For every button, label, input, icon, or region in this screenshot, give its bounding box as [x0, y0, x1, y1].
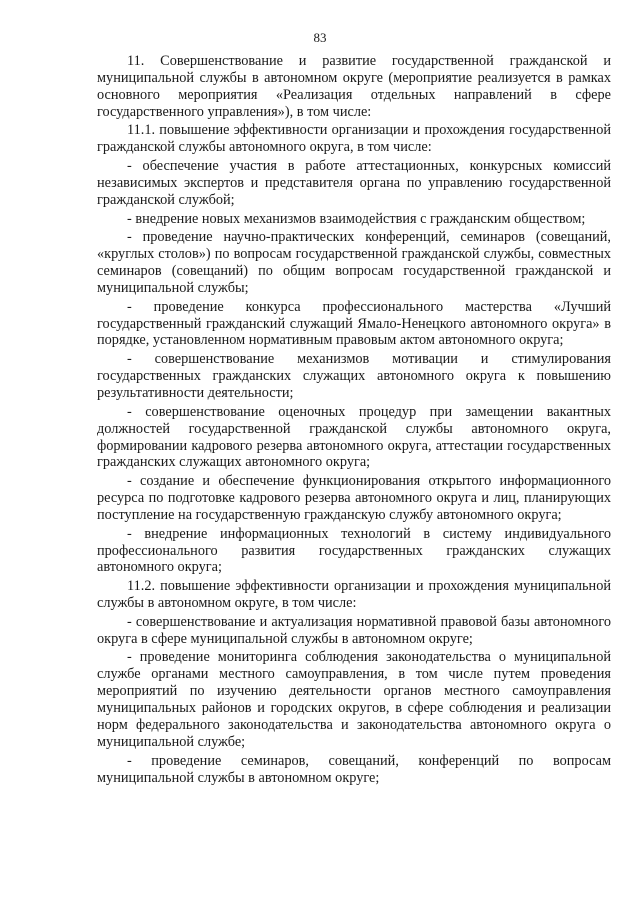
document-body — [97, 53, 611, 788]
paragraph-subsection-11-1: 11.1. повышение эффективности организации и прохождения государственной гражданской службы автономного округа, в том числе: — [97, 122, 611, 156]
list-item: - внедрение новых механизмов взаимодействия с гражданским обществом; — [127, 210, 586, 227]
list-item: - внедрение информационных технологий в систему индивидуального профессионального развития государственных гражданских служащих автономного округа; — [97, 525, 611, 576]
list-item: - совершенствование механизмов мотивации и стимулирования государственных гражданских служащих автономного округа к повышению результативности деятельности; — [97, 351, 611, 401]
list-item: - проведение конкурса профессионального мастерства «Лучший государственный гражданский служащий Ямало-Ненецкого автономного округа» в порядке, установленном нормативным правовым актом автономного округа; — [97, 298, 611, 349]
list-item: - создание и обеспечение функционирования открытого информационного ресурса по подготовке кадрового резерва автономного округа и лиц, планирующих поступление на государственную гражданскую службу автономного округа; — [97, 473, 611, 523]
list-item: - проведение семинаров, совещаний, конференций по вопросам муниципальной службы в автономном округе; — [97, 752, 611, 786]
paragraph-section-11: 11. Совершенствование и развитие государственной гражданской и муниципальной службы в автономном округе (мероприятие реализуется в рамках основного мероприятия «Реализация отдельных направлений в сфере государственного управления»), в том числе: — [97, 53, 611, 120]
paragraph-subsection-11-2: 11.2. повышение эффективности организации и прохождения муниципальной службы в автономном округе, в том числе: — [97, 578, 611, 612]
list-item: - проведение мониторинга соблюдения законодательства о муниципальной службе органами местного самоуправления, в том числе путем проведения мероприятий по изучению деятельности органов местного самоуправления муниципальных районов и городских округов, в сфере соблюдения и реализации норм федерального законодательства и законодательства автономного округа о муниципальной службе; — [97, 649, 611, 750]
list-item: - обеспечение участия в работе аттестационных, конкурсных комиссий независимых экспертов и представителя органа по управлению государственной гражданской службой; — [97, 158, 611, 208]
list-item: - совершенствование оценочных процедур при замещении вакантных должностей государственной гражданской службы автономного округа, формировании кадрового резерва автономного округа, аттестации государственных гражданских служащих автономного округа; — [97, 403, 611, 471]
list-item: - совершенствование и актуализация нормативной правовой базы автономного округа в сфере муниципальной службы в автономном округе; — [97, 613, 611, 647]
list-item: - проведение научно-практических конференций, семинаров (совещаний, «круглых столов») по вопросам государственной гражданской службы, совместных семинаров (совещаний) по общим вопросам государственной гражданской и муниципальной службы; — [97, 229, 611, 296]
page-number: 83 — [313, 30, 327, 45]
